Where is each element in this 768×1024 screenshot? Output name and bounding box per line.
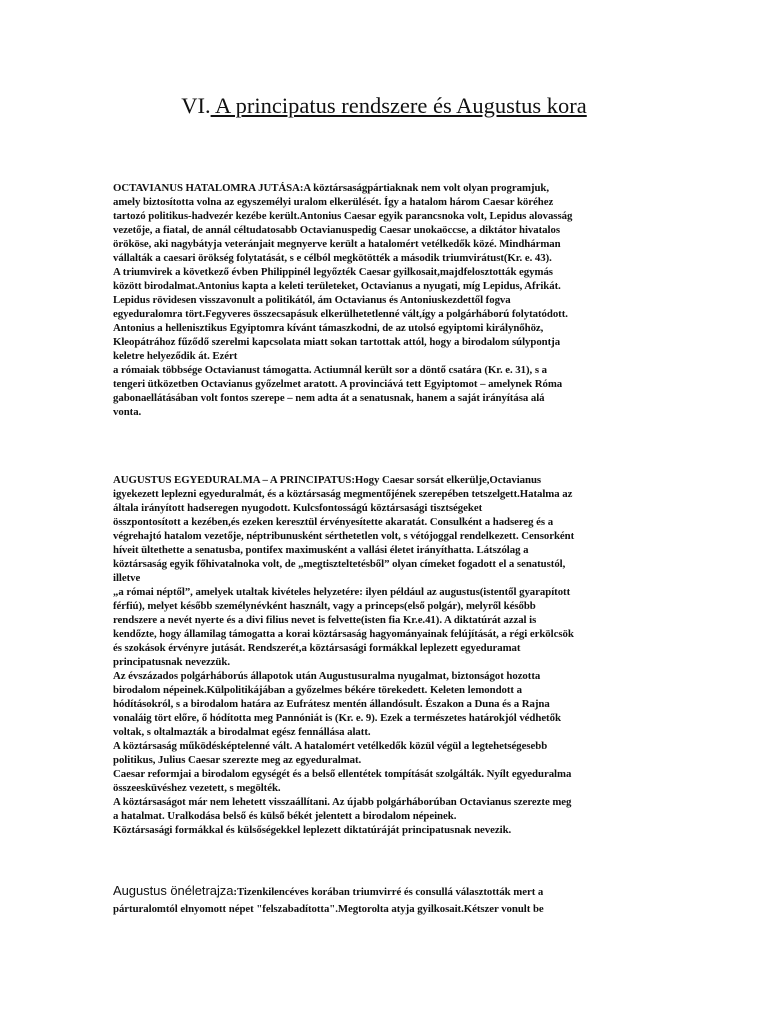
paragraph-line: vonaláig tört előre, ő hódította meg Pannóniát is (Kr. e. 9). Ezek a természetes határokjól védhetők <box>113 712 561 724</box>
paragraph-line: AUGUSTUS EGYEDURALMA – A PRINCIPATUS:Hogy Caesar sorsát elkerülje,Octavianus <box>113 474 542 486</box>
paragraph-line: Kleopátrához fűződő szerelmi kapcsolata miatt sokan tartottak attól, hogy a birodalom súlypontja <box>113 336 561 348</box>
paragraph-line: A köztársaság működésképtelenné vált. A hatalomért vetélkedők közül végül a legtehetségesebb <box>113 740 548 752</box>
paragraph-line: a hatalmat. Uralkodása belső és külső békét jelentett a birodalom népeinek. <box>113 810 457 822</box>
paragraph-line: híveit ültethette a senatusba, pontifex maximusként a vallási életet irányíthatta. Látszólag a <box>113 544 529 556</box>
paragraph-line: általa irányított hadseregen nyugodott. Kulcsfontosságú köztársasági tisztségeket <box>113 502 483 514</box>
paragraph-line: vezetője, a fiatal, de annál céltudatosabb Octavianuspedig Caesar unokaöccse, a diktátor hivatalos <box>113 224 560 236</box>
paragraph-line: összpontosított a kezében,és ezeken keresztül érvényesítette akaratát. Consulként a hadsereg és a <box>113 516 554 528</box>
paragraph-line: illetve <box>113 572 141 584</box>
paragraph-line: tengeri ütközetben Octavianus győzelmet aratott. A provinciává tett Egyiptomot – amelynek Róma <box>113 378 563 390</box>
paragraph-line <box>113 882 653 900</box>
paragraph-line: A köztársaságot már nem lehetett visszaállítani. Az újabb polgárháborúban Octavianus szerezte meg <box>113 796 572 808</box>
paragraph-line: politikus, Julius Caesar szerezte meg az egyeduralmat. <box>113 754 362 766</box>
title-prefix: VI. <box>181 93 211 118</box>
paragraph-line: és szokások érvényre jutását. Rendszerét,a köztársasági formákkal leplezett egyeduramat <box>113 642 521 654</box>
paragraph-line: Caesar reformjai a birodalom egységét és a belső ellentétek tompítását szolgálták. Nyílt egyeduralma <box>113 768 572 780</box>
paragraph-line: Az évszázados polgárháborús állapotok után Augustusuralma nyugalmat, biztonságot hozotta <box>113 670 541 682</box>
paragraph-line: összeesküvéshez vezetett, s megölték. <box>113 782 281 794</box>
paragraph-line: vonta. <box>113 406 142 418</box>
paragraph-line: egyeduralomra tört.Fegyveres összecsapásuk elkerülhetetlenné vált,így a polgárháború folytatódott. <box>113 308 568 320</box>
paragraph-line: amely biztosította volna az egyszemélyi uralom elkerülését. Így a hatalom három Caesar köréhez <box>113 196 554 208</box>
paragraph-line: kendőzte, hogy államilag támogatta a korai köztársaság hagyományainak felújítását, a régi erkölcsök <box>113 628 574 640</box>
paragraph-line: gabonaellátásában volt fontos szerepe – nem adta át a senatusnak, hanem a saját irányítása alá <box>113 392 545 404</box>
section-augustus-oneletrajza <box>113 882 653 918</box>
page-title <box>0 92 768 120</box>
paragraph-line: tartozó politikus-hadvezér kezébe került.Antonius Caesar egyik parancsnoka volt, Lepidus alovasság <box>113 210 573 222</box>
paragraph-line: „a római néptől”, amelyek utaltak kivételes helyzetére: ilyen például az augustus(istentől gyarapított <box>113 586 571 598</box>
paragraph-line: birodalom népeinek.Külpolitikájában a győzelmes békére törekedett. Keleten lemondott a <box>113 684 522 696</box>
paragraph-line: Antonius a hellenisztikus Egyiptomra kívánt támaszkodni, de az utolsó egyiptomi királynőhöz, <box>113 322 544 334</box>
paragraph-line: párturalomtól elnyomott népet "felszabadította".Megtorolta atyja gyilkosait.Kétszer vonult be <box>113 903 544 915</box>
paragraph-line: Köztársasági formákkal és külsőségekkel leplezett diktatúráját principatusnak nevezik. <box>113 824 512 836</box>
paragraph-line: rendszere a nevét nyerte és a divi filius nevet is felvette(isten fia Kr.e.41). A diktatúrát azzal is <box>113 614 537 626</box>
paragraph-line: keletre helyeződik át. Ezért <box>113 350 238 362</box>
paragraph-line: A triumvirek a következő évben Philippinél legyőzték Caesar gyilkosait,majdfelosztották egymás <box>113 266 553 278</box>
paragraph-line: principatusnak nevezzük. <box>113 656 230 668</box>
paragraph-line: voltak, s oltalmazták a birodalmat egész fennállása alatt. <box>113 726 371 738</box>
paragraph-line: hódításokról, s a birodalom határa az Eufrátesz mentén állandósult. Északon a Duna és a Rajna <box>113 698 550 710</box>
paragraph-line: örököse, aki nagybátyja veteránjait megnyerve került a hatalomért vetélkedők közé. Mindhárman <box>113 238 561 250</box>
section-lead: Augustus önéletrajza <box>113 883 234 898</box>
section-octavianus-hatalomra-jutasa <box>113 181 653 419</box>
paragraph-line: Lepidus rövidesen visszavonult a politikától, ám Octavianus és Antoniuskezdettől fogva <box>113 294 511 306</box>
paragraph-line: igyekezett leplezni egyeduralmát, és a köztársaság megmentőjének szerepében tetszelgett.Hatalma az <box>113 488 573 500</box>
paragraph-line: köztársaság egyik főhivatalnoka volt, de „megtiszteltetésből” olyan címeket fogadott el a senatustól, <box>113 558 566 570</box>
paragraph-line: férfiú), melyet később személynévként használt, vagy a princeps(első polgár), melyről később <box>113 600 536 612</box>
paragraph-line: végrehajtó hatalom vezetője, néptribunusként sérthetetlen volt, s vétójoggal rendelkezett. Censorként <box>113 530 575 542</box>
paragraph-line: a rómaiak többsége Octavianust támogatta. Actiumnál került sor a döntő csatára (Kr. e. 31), s a <box>113 364 548 376</box>
paragraph-line: vállalták a caesari örökség folytatását, s e célból megkötötték a második triumvirátust(Kr. e. 43). <box>113 252 552 264</box>
paragraph-line: között birodalmat.Antonius kapta a keleti területeket, Octavianus a nyugati, míg Lepidus, Afrikát. <box>113 280 561 292</box>
title-main: A principatus rendszere és Augustus kora <box>210 93 587 118</box>
paragraph-line: OCTAVIANUS HATALOMRA JUTÁSA:A köztársaságpártiaknak nem volt olyan programjuk, <box>113 182 550 194</box>
lead-continuation: :Tizenkilencéves korában triumvirré és consullá választották mert a <box>233 886 544 898</box>
section-augustus-egyeduralma <box>113 473 653 837</box>
